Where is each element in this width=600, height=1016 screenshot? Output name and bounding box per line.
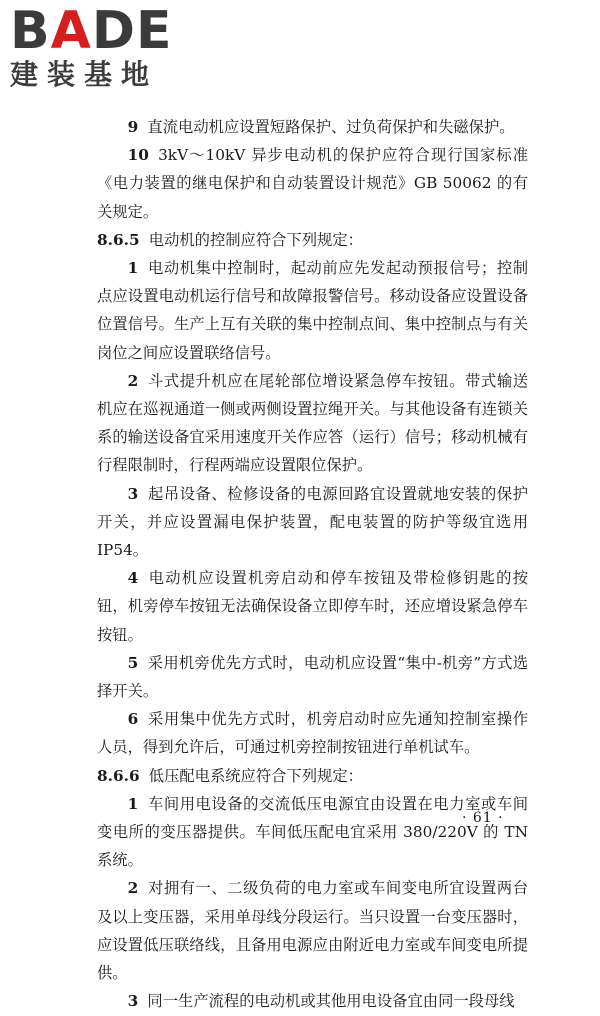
clause-paragraph: [97, 987, 528, 1015]
logo-letter-b: B: [10, 1, 51, 61]
paragraph-text: 同一生产流程的电动机或其他用电设备宜由同一段母线: [147, 992, 515, 1011]
clause-paragraph: [97, 705, 528, 761]
logo-letters-de: DE: [91, 1, 173, 61]
paragraph-text: 采用集中优先方式时，机旁启动时应先通知控制室操作人员，得到允许后，可通过机旁控制按钮进行单机试车。: [97, 710, 528, 757]
logo-subtitle: 建装基地: [10, 58, 159, 91]
paragraph-text: 电动机应设置机旁启动和停车按钮及带检修钥匙的按钮，机旁停车按钮无法确保设备立即停车时，还应增设紧急停车按钮。: [97, 569, 528, 644]
paragraph-text: 采用机旁优先方式时，电动机应设置“集中-机旁”方式选择开关。: [97, 653, 528, 701]
clause-paragraph: [97, 874, 528, 987]
clause-paragraph: [97, 564, 528, 649]
paragraph-text: 直流电动机应设置短路保护、过负荷保护和失磁保护。: [147, 118, 515, 136]
clause-paragraph: [97, 480, 528, 565]
clause-paragraph: [97, 113, 528, 141]
section-heading: [97, 226, 528, 254]
clause-number: 10: [127, 146, 149, 165]
clause-number: 3: [127, 484, 139, 503]
clause-number: 2: [127, 371, 139, 390]
section-number: 8.6.6: [97, 766, 140, 785]
clause-paragraph: [97, 790, 528, 875]
logo-letter-a: A: [50, 1, 92, 61]
paragraph-text: 对拥有一、二级负荷的电力室或车间变电所宜设置两台及以上变压器，采用单母线分段运行。当只设置一台变压器时，应设置低压联络线，且备用电源应由附近电力室或车间变电所提供。: [97, 879, 528, 983]
paragraph-text: 起吊设备、检修设备的电源回路宜设置就地安装的保护开关，并应设置漏电保护装置，配电装置的防护等级宜选用 IP54。: [97, 484, 528, 560]
clause-number: 6: [127, 710, 139, 729]
clause-paragraph: [97, 649, 528, 705]
clause-paragraph: [97, 367, 528, 480]
paragraph-text: 3kV～10kV 异步电动机的保护应符合现行国家标准《电力装置的继电保护和自动装置设计规范》GB 50062 的有关规定。: [97, 146, 528, 221]
clause-number: 3: [127, 992, 139, 1011]
document-body: [97, 113, 528, 1016]
clause-paragraph: [97, 254, 528, 367]
page-number: · 61 ·: [462, 810, 504, 826]
paragraph-text: 电动机的控制应符合下列规定：: [148, 230, 363, 249]
clause-number: 1: [127, 259, 139, 278]
section-heading: [97, 762, 528, 790]
paragraph-text: 斗式提升机应在尾轮部位增设紧急停车按钮。带式输送机应在巡视通道一侧或两侧设置拉绳开关。与其他设备有连锁关系的输送设备宜采用速度开关作应答（运行）信号；移动机械有行程限制时，行程两端应设置限位保护。: [97, 371, 528, 475]
brand-logo: [10, 1, 173, 92]
section-number: 8.6.5: [97, 230, 140, 249]
paragraph-text: 电动机集中控制时，起动前应先发起动预报信号；控制点应设置电动机运行信号和故障报警信号。移动设备应设置设备位置信号。生产上互有关联的集中控制点间、集中控制点与有关岗位之间应设置联络信号。: [97, 259, 528, 362]
clause-number: 9: [127, 118, 139, 136]
clause-paragraph: [97, 141, 528, 226]
clause-number: 5: [127, 653, 139, 672]
paragraph-text: 低压配电系统应符合下列规定：: [148, 766, 363, 785]
logo-wordmark: [10, 1, 173, 61]
clause-number: 1: [127, 794, 139, 813]
paragraph-text: 车间用电设备的交流低压电源宜由设置在电力室或车间变电所的变压器提供。车间低压配电宜采用 380/220V 的 TN 系统。: [97, 794, 528, 870]
clause-number: 2: [127, 879, 139, 898]
clause-number: 4: [127, 569, 139, 588]
